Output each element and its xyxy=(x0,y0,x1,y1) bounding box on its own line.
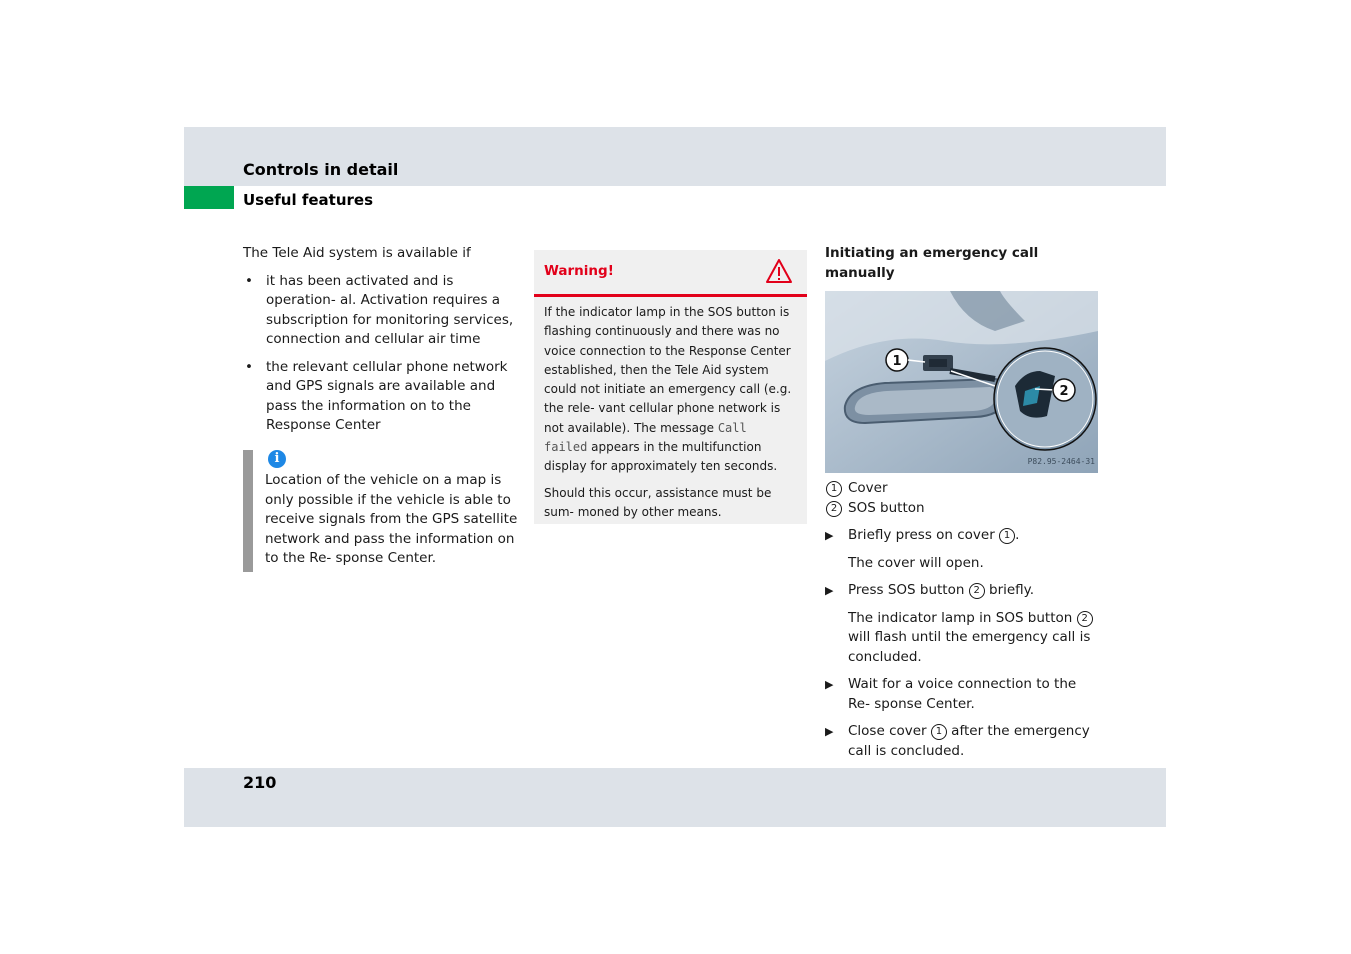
warning-paragraph xyxy=(544,303,797,477)
page-number: 210 xyxy=(243,773,277,792)
step-text: . xyxy=(1015,527,1020,543)
step-result xyxy=(825,609,1100,668)
step-item xyxy=(825,526,1100,546)
overhead-console-illustration xyxy=(825,291,1098,473)
warning-text: If the indicator lamp in the SOS button is flashing continuously and there was no voice connection to the Response Center established, then the Tele Aid system could not initiate an emergency call (e.g. the rele- vant cellular phone network is not available). The message xyxy=(544,305,792,435)
warning-label: Warning! xyxy=(544,263,614,279)
intro-text: The Tele Aid system is available if xyxy=(243,245,471,261)
number-badge: 1 xyxy=(826,481,842,497)
list-item: • it has been activated and is operation- al. Activation requires a subscription for monitoring services, connection and cellular air time xyxy=(243,272,518,350)
procedure-steps xyxy=(825,526,1100,761)
step-text: after the emergency call is concluded. xyxy=(848,723,1090,759)
warning-paragraph: Should this occur, assistance must be sum- moned by other means. xyxy=(544,485,772,519)
warning-text: appears in the multifunction display for approximately ten seconds. xyxy=(544,440,778,474)
step-result: The cover will open. xyxy=(848,554,984,571)
result-text: will flash until the emergency call is concluded. xyxy=(848,629,1091,665)
result-text: The indicator lamp in SOS button xyxy=(848,609,1077,626)
left-column xyxy=(243,244,518,444)
number-badge: 2 xyxy=(1077,611,1093,627)
list-item: • the relevant cellular phone network and GPS signals are available and pass the information on to the Response Center xyxy=(243,358,518,436)
image-code: P82.95-2464-31 xyxy=(1027,456,1095,466)
sos-button-photo xyxy=(825,291,1098,473)
display-message: Call failed xyxy=(544,420,747,455)
availability-list xyxy=(243,272,518,436)
step-item xyxy=(825,675,1100,714)
number-badge: 1 xyxy=(931,724,947,740)
step-text: Briefly press on cover xyxy=(848,527,1000,543)
bullet-arrow-icon: ▶ xyxy=(825,678,834,691)
info-icon: i xyxy=(268,450,286,468)
number-badge: 1 xyxy=(999,528,1015,544)
info-text: Location of the vehicle on a map is only possible if the vehicle is able to receive signals from the GPS satellite network and pass the information on to the Re- sponse Center. xyxy=(265,472,518,566)
legend-label: Cover xyxy=(848,480,888,496)
section-tab-marker xyxy=(184,186,234,209)
svg-text:2: 2 xyxy=(1059,384,1069,399)
info-note xyxy=(243,450,518,572)
bullet-arrow-icon: ▶ xyxy=(825,584,834,597)
warning-box xyxy=(534,250,807,524)
legend-label: SOS button xyxy=(848,499,925,516)
sub-title: Useful features xyxy=(243,191,374,209)
step-text: Wait for a voice connection to the Re- sponse Center. xyxy=(848,676,1077,712)
svg-text:1: 1 xyxy=(892,354,902,369)
number-badge: 2 xyxy=(969,583,985,599)
step-text: Press SOS button xyxy=(848,582,969,598)
number-badge: 2 xyxy=(826,501,842,517)
step-text: briefly. xyxy=(984,582,1035,598)
warning-triangle-icon xyxy=(765,258,793,284)
section-title: Controls in detail xyxy=(243,160,399,179)
legend-item xyxy=(825,499,1100,519)
step-item xyxy=(825,581,1100,601)
bullet-arrow-icon: ▶ xyxy=(825,529,834,542)
right-column xyxy=(825,244,1100,769)
procedure-heading: Initiating an emergency call manually xyxy=(825,245,1039,281)
step-text: Close cover xyxy=(848,723,931,739)
step-item xyxy=(825,722,1100,761)
bullet-arrow-icon: ▶ xyxy=(825,725,834,738)
warning-header xyxy=(534,250,807,297)
warning-body xyxy=(534,297,807,522)
footer-band xyxy=(184,768,1166,827)
legend-item xyxy=(825,479,1100,499)
